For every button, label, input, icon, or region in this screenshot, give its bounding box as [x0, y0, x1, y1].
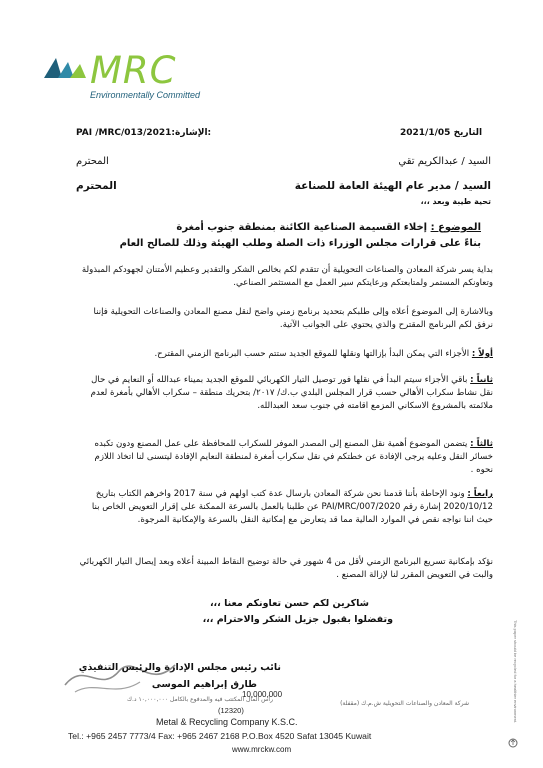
footer-cr-number: (12320): [218, 706, 244, 715]
addressee-1-title: المحترم: [76, 156, 109, 167]
paragraph-second: [76, 374, 493, 413]
paragraph-first-label: أولاً :: [471, 349, 493, 359]
footer-company-en: Metal & Recycling Company K.S.C.: [156, 717, 298, 727]
closing-line-1: شاكرين لكم حسن تعاونكم معنا ،،،: [209, 598, 369, 609]
footer-contact: Tel.: +965 2457 7773/4 Fax: +965 2467 2168 P.O.Box 4520 Safat 13045 Kuwait: [68, 731, 372, 741]
paragraph-reference: وبالاشارة إلى الموضوع أعلاه وإلى طلبكم بتحديد برنامج زمني واضح لنقل مصنع المعادن والصناعات التحويلية فإننا نرفق لكم البرنامج المقترح والذي يحتوي على الجوانب الآتية.: [93, 307, 493, 330]
letter-date: [400, 128, 482, 138]
addressee-2-name: السيد / مدير عام الهيئة العامة للصناعة: [294, 180, 491, 192]
subject-label: الموضوع :: [430, 222, 481, 233]
subject-line-1: [176, 222, 481, 233]
date-value: 2021/1/05: [400, 128, 451, 138]
paragraph-second-label: ثانياً :: [470, 375, 493, 385]
paragraph-third-label: ثالثاً :: [470, 439, 493, 449]
greeting: تحية طيبة وبعد ،،،: [420, 197, 491, 206]
paragraph-first-text: الأجزاء التي يمكن البدأ بإزالتها ونقلها للموقع الجديد ستتم حسب البرنامج الزمني المقترح.: [154, 349, 470, 359]
paragraph-fourth-text: ونود الإحاطة بأننا قدمنا نحن شركة المعادن بارسال عدة كتب اولهم في سنة 2017 واخرهم الكتاب بتاريخ 2020/10/12 إشارة رقم PAI/MRC/007/2020 عن طلبنا بالعمل بالسرعة الممكنة على إقرار التعويض الخاص بنا حيث اننا نواجه نقص في الموارد المالية مما قد يتعارض مع إمكانية النقل بالسرعة والإمكانية المرجوة.: [91, 489, 493, 525]
paragraph-third-text: يتضمن الموضوع أهمية نقل المصنع إلى المصدر الموفر للسكراب للمحافظة على عمل المصنع ودون تكبده خسائر النقل وعليه يرجى الإفادة عن خطتكم في نقل سكراب أمغرة لمنطقة النعايم الإفادة ليتسنى لنا اتخاذ اللازم نحوه .: [94, 439, 493, 475]
footer-website: www.mrckw.com: [232, 745, 292, 754]
recycle-note: [510, 620, 518, 730]
date-label: التاريخ: [453, 128, 483, 138]
reference-label: الإشارة:: [175, 128, 212, 138]
closing-line-2: وتفضلوا بقبول جزيل الشكر والاحترام ،،،: [202, 614, 393, 625]
footer-company-ar: شركة المعادن والصناعات التحويلية ش.م.ك (مقفلة): [340, 700, 469, 707]
recycle-icon: [508, 738, 518, 748]
paragraph-fourth-label: رابعاً :: [467, 489, 493, 499]
paragraph-fourth: [76, 488, 493, 527]
company-logo: [40, 48, 200, 108]
reference-value: PAI /MRC/013/2021:: [76, 128, 176, 138]
addressee-2-title: المحترم: [76, 180, 117, 192]
footer-capital-ar: رأس المال المكتتب فيه والمدفوع بالكامل ١٠,٠٠٠,٠٠٠ د.ك: [127, 696, 273, 703]
logo-wordmark: MRC: [90, 49, 177, 92]
footer-capital-number: 10,000,000: [242, 690, 283, 699]
addressee-1-name: السيد / عبدالكريم تقي: [398, 156, 491, 167]
logo-tagline: Environmentally Committed: [90, 90, 201, 100]
signatory-name: طارق إبراهيم الموسى: [151, 679, 257, 690]
paragraph-intro: بداية يسر شركة المعادن والصناعات التحويلية أن تتقدم لكم بخالص الشكر والتقدير وعظيم الأمتنان لجهودكم المبذولة وتعاونكم المستمر ولمتابعتكم ورعايتكم سير العمل مع المستثمر الصناعي.: [81, 265, 493, 288]
paragraph-closing-note: نؤكد بإمكانية تسريع البرنامج الزمني لأقل من 4 شهور في حالة توضيح النقاط المبينة أعلاه وبعد إيصال التيار الكهربائي والبت في التعويض المقرر لنا لإزالة المصنع .: [79, 557, 493, 580]
paragraph-second-text: باقي الأجزاء سيتم البدأ في نقلها فور توصيل التيار الكهربائي للموقع الجديد بميناء عبدالله أو النعايم في حال نقل نشاط سكراب الأهالي حسب قرار المجلس البلدي ب.ك/ ٢٠١٧/ بتحريك منطقة – سكراب الأهالي بأمغرة لعدم ملائمته بالمشروع الاسكاني المزمع اقامته في جنوب سعد العبدالله.: [90, 375, 493, 411]
signatory-title: نائب رئيس مجلس الإدارة والرئيس التنفيذي: [78, 662, 281, 673]
recycle-note-text: This paper should be recycled for a healthier environment.: [513, 620, 518, 724]
signature-stamp-icon: [60, 650, 180, 700]
subject-text-1: إخلاء القسيمة الصناعية الكائنة بمنطقة جنوب أمغرة: [176, 222, 428, 233]
paragraph-first: [76, 348, 493, 361]
paragraph-third: [76, 438, 493, 477]
subject-line-2: بناءً على قرارات مجلس الوزراء ذات الصلة وطلب الهيئة وذلك للصالح العام: [119, 238, 481, 249]
reference-number: [76, 128, 211, 138]
mrc-triangles-icon: [40, 48, 90, 88]
